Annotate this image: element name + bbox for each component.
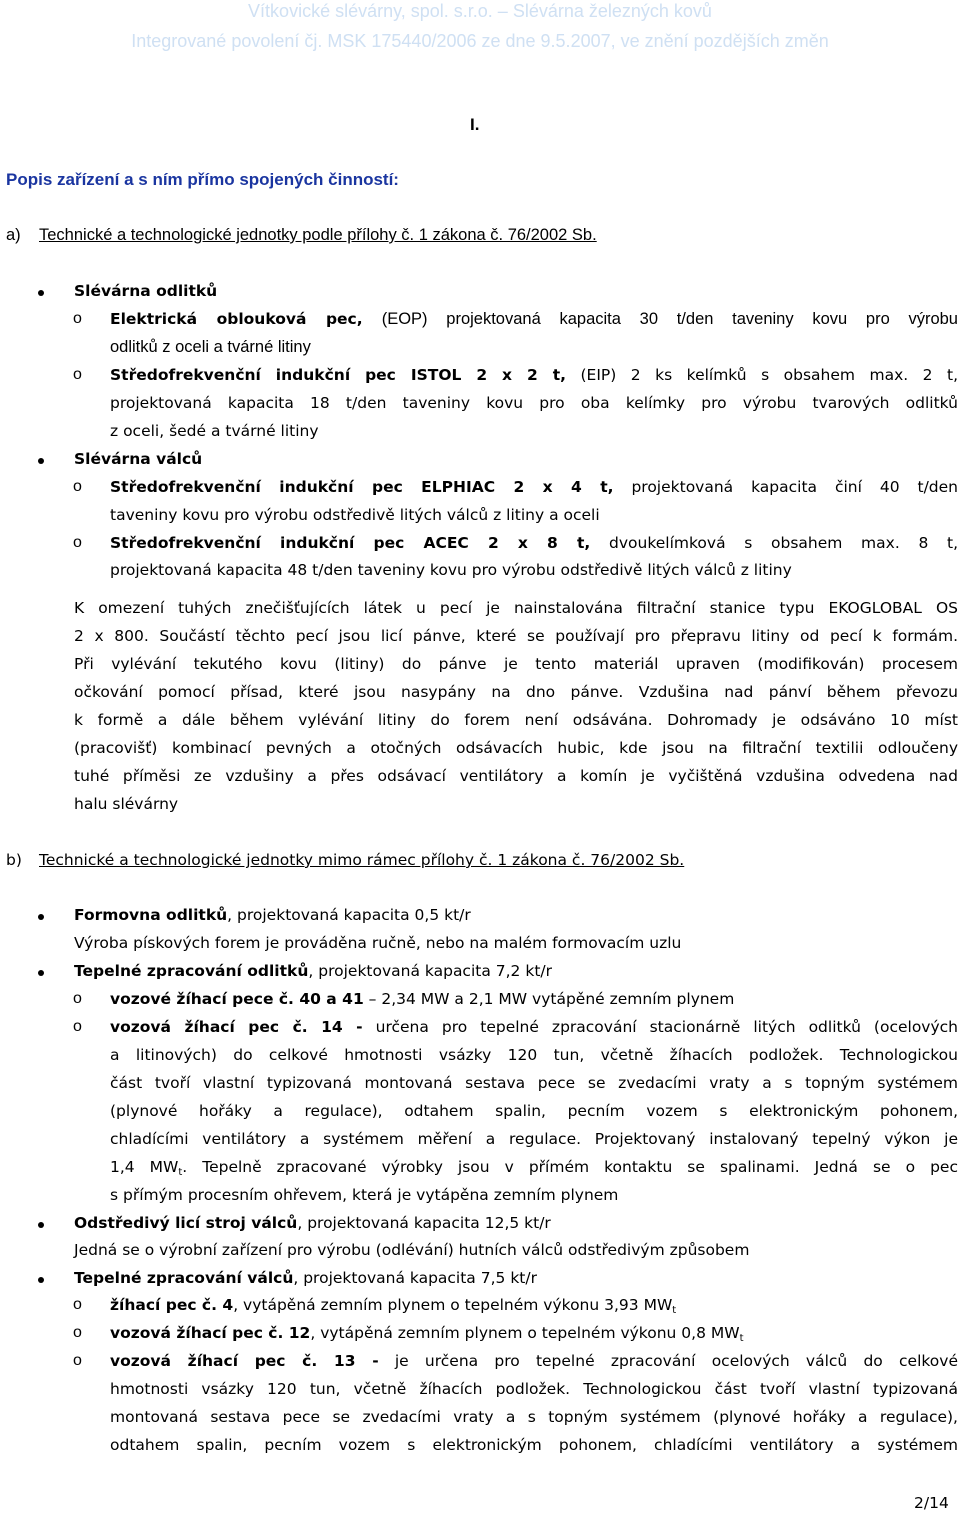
furnace-14-line-1 <box>110 1017 958 1037</box>
furnace-40-41-text: – 2,34 MW a 2,1 MW vytápěné zemním plynem <box>363 990 735 1008</box>
sub-bullet-icon: o <box>73 1324 82 1341</box>
formovna-line-2: Výroba pískových forem je prováděna ručně, nebo na malém formovacím uzlu <box>74 934 682 952</box>
furnace-14-bold: vozová žíhací pec č. 14 - <box>110 1018 363 1036</box>
eip-line-2: projektovaná kapacita 18 t/den taveniny kovu pro oba kelímky pro výrobu tvarových odlitků <box>110 394 958 412</box>
sub-bullet-icon: o <box>73 990 82 1007</box>
para-line-1: K omezení tuhých znečišťujících látek u pecí je nainstalována filtrační stanice typu EKOGLOBAL OS <box>74 599 958 617</box>
elphiac-line-1 <box>110 477 958 497</box>
heat-line <box>74 961 552 981</box>
furnace-12-bold: vozová žíhací pec č. 12 <box>110 1324 311 1342</box>
part-a-heading: Technické a technologické jednotky podle přílohy č. 1 zákona č. 76/2002 Sb. <box>39 226 597 244</box>
subscript-t: t <box>672 1305 677 1316</box>
part-b-heading: Technické a technologické jednotky mimo rámec přílohy č. 1 zákona č. 76/2002 Sb. <box>39 851 685 869</box>
formovna-line-1 <box>74 905 471 925</box>
furnace-13-bold: vozová žíhací pec č. 13 - <box>110 1352 379 1370</box>
casting-bold: Odstředivý licí stroj válců <box>74 1214 298 1232</box>
para-line-5: k formě a dále během vylévání litiny do forem není odsávána. Dohromady je odsáváno 10 míst <box>74 711 958 729</box>
para-line-2: 2 x 800. Součástí těchto pecí jsou licí pánve, které se používají pro přepravu litiny od pecí k formám. <box>74 627 958 645</box>
furnace-14-line-4: (plynové hořáky a regulace), odtahem spalin, pecním vozem s elektronickým pohonem, <box>110 1102 958 1120</box>
sub-bullet-icon: o <box>73 1296 82 1313</box>
rolls-title: Slévárna válců <box>74 450 203 468</box>
para-line-6: (pracovišť) kombinací pevných a otočných odsávacích hubic, kde jsou na filtrační textilii odloučeny <box>74 739 958 757</box>
bullet-icon <box>38 290 44 296</box>
eop-text: (EOP) projektovaná kapacita 30 t/den taveniny kovu pro výrobu <box>381 310 958 328</box>
casting-line-2: Jedná se o výrobní zařízení pro výrobu (odlévání) hutních válců odstředivým způsobem <box>74 1241 750 1259</box>
eip-line-3: z oceli, šedé a tvárné litiny <box>110 422 319 440</box>
furnace-40-41-bold: vozové žíhací pece č. 40 a 41 <box>110 990 364 1008</box>
subscript-t: t <box>178 1167 183 1178</box>
page-number: 2/14 <box>914 1494 949 1512</box>
eop-line-2: odlitků z oceli a tvárné litiny <box>110 338 311 356</box>
bullet-icon <box>38 970 44 976</box>
elphiac-bold: Středofrekvenční indukční pec ELPHIAC 2 x 4 t, <box>110 478 614 496</box>
part-a-marker: a) <box>6 226 21 244</box>
furnace-13-line-4: odtahem spalin, pecním vozem s elektronickým pohonem, chladícími ventilátory a systémem <box>110 1436 958 1454</box>
para-line-4: očkování pomocí přísad, které jsou nasypány na dno pánve. Vzdušina nad pánví během převozu <box>74 683 958 701</box>
heat-text: , projektovaná kapacita 7,2 kt/r <box>308 962 552 980</box>
sub-bullet-icon: o <box>73 1352 82 1369</box>
furnace-12-text: , vytápěná zemním plynem o tepelném výkonu 0,8 MW <box>310 1324 740 1342</box>
sub-bullet-icon: o <box>73 310 82 327</box>
section-number: I. <box>470 115 480 134</box>
furnace-14-line-7: s přímým procesním ohřevem, která je vytápěna zemním plynem <box>110 1186 619 1204</box>
furnace-12 <box>110 1323 744 1343</box>
furnace-14-line-5: chladícími ventilátory a systémem měření a regulace. Projektovaný instalovaný tepelný výkon je <box>110 1130 958 1148</box>
furnace-14-text-6: . Tepelně zpracované výrobky jsou v přímém kontaktu se spalinami. Jedná se o pec <box>182 1158 958 1176</box>
furnace-14-line-3: část tvoří vlastní typizovaná montovaná sestava pece se zvedacími vraty a s topným systémem <box>110 1074 958 1092</box>
furnace-4-bold: žíhací pec č. 4 <box>110 1296 234 1314</box>
rollheat-text: , projektovaná kapacita 7,5 kt/r <box>293 1269 537 1287</box>
header-permit: Integrované povolení čj. MSK 175440/2006 ze dne 9.5.2007, ve znění pozdějších změn <box>131 31 829 51</box>
para-line-7: tuhé příměsi ze vzdušiny a přes odsávací ventilátory a komín je vyčištěná vzdušina odvedena nad <box>74 767 958 785</box>
rollheat-bold: Tepelné zpracování válců <box>74 1269 294 1287</box>
acec-bold: Středofrekvenční indukční pec ACEC 2 x 8 t, <box>110 534 591 552</box>
section-title: Popis zařízení a s ním přímo spojených činností: <box>6 170 399 189</box>
furnace-13-line-2: hmotnosti vsázky 120 tun, včetně žíhacích podložek. Technologickou část tvoří vlastní typizovaná <box>110 1380 958 1398</box>
furnace-4 <box>110 1295 676 1315</box>
acec-line-1 <box>110 533 958 553</box>
bullet-icon <box>38 914 44 920</box>
formovna-text: , projektovaná kapacita 0,5 kt/r <box>227 906 471 924</box>
acec-line-2: projektovaná kapacita 48 t/den taveniny kovu pro výrobu odstředivě litých válců z litiny <box>110 561 792 579</box>
sub-bullet-icon: o <box>73 534 82 551</box>
header-company: Vítkovické slévárny, spol. s.r.o. – Slévárna železných kovů <box>248 1 712 21</box>
furnace-14-line-2: a litinových) do celkové hmotnosti vsázky 120 tun, včetně žíhacích podložek. Technologickou <box>110 1046 958 1064</box>
eip-line-1 <box>110 365 958 385</box>
furnace-14-line-6 <box>110 1157 958 1177</box>
furnace-13-text: je určena pro tepelné zpracování ocelových válců do celkové <box>394 1352 958 1370</box>
sub-bullet-icon: o <box>73 478 82 495</box>
casting-line-1 <box>74 1213 551 1233</box>
elphiac-text: projektovaná kapacita činí 40 t/den <box>631 478 958 496</box>
acec-text: dvoukelímková s obsahem max. 8 t, <box>609 534 958 552</box>
para-line-3: Při vylévání tekutého kovu (litiny) do pánve je tento materiál upraven (modifikován) procesem <box>74 655 958 673</box>
eop-line-1 <box>110 309 958 329</box>
part-b-marker: b) <box>6 851 22 869</box>
foundry-title: Slévárna odlitků <box>74 282 218 300</box>
elphiac-line-2: taveniny kovu pro výrobu odstředivě litých válců z litiny a oceli <box>110 506 600 524</box>
rollheat-line <box>74 1268 537 1288</box>
eop-bold: Elektrická oblouková pec, <box>110 310 363 328</box>
furnace-14-text: určena pro tepelné zpracování stacionárně litých odlitků (ocelových <box>375 1018 958 1036</box>
sub-bullet-icon: o <box>73 1018 82 1035</box>
furnace-4-text: , vytápěná zemním plynem o tepelném výkonu 3,93 MW <box>233 1296 673 1314</box>
sub-bullet-icon: o <box>73 366 82 383</box>
furnace-13-line-3: montovaná sestava pece se zvedacími vraty a s topným systémem (plynové hořáky a regulace), <box>110 1408 958 1426</box>
subscript-t: t <box>739 1333 744 1344</box>
bullet-icon <box>38 1277 44 1283</box>
heat-bold: Tepelné zpracování odlitků <box>74 962 309 980</box>
eip-bold: Středofrekvenční indukční pec ISTOL 2 x 2 t, <box>110 366 567 384</box>
eip-text: (EIP) 2 ks kelímků s obsahem max. 2 t, <box>580 366 958 384</box>
bullet-icon <box>38 1222 44 1228</box>
power-value: 1,4 MW <box>110 1158 179 1176</box>
formovna-bold: Formovna odlitků <box>74 906 228 924</box>
furnace-13-line-1 <box>110 1351 958 1371</box>
casting-text: , projektovaná kapacita 12,5 kt/r <box>297 1214 551 1232</box>
furnace-40-41 <box>110 989 734 1009</box>
bullet-icon <box>38 458 44 464</box>
para-line-8: halu slévárny <box>74 795 179 813</box>
